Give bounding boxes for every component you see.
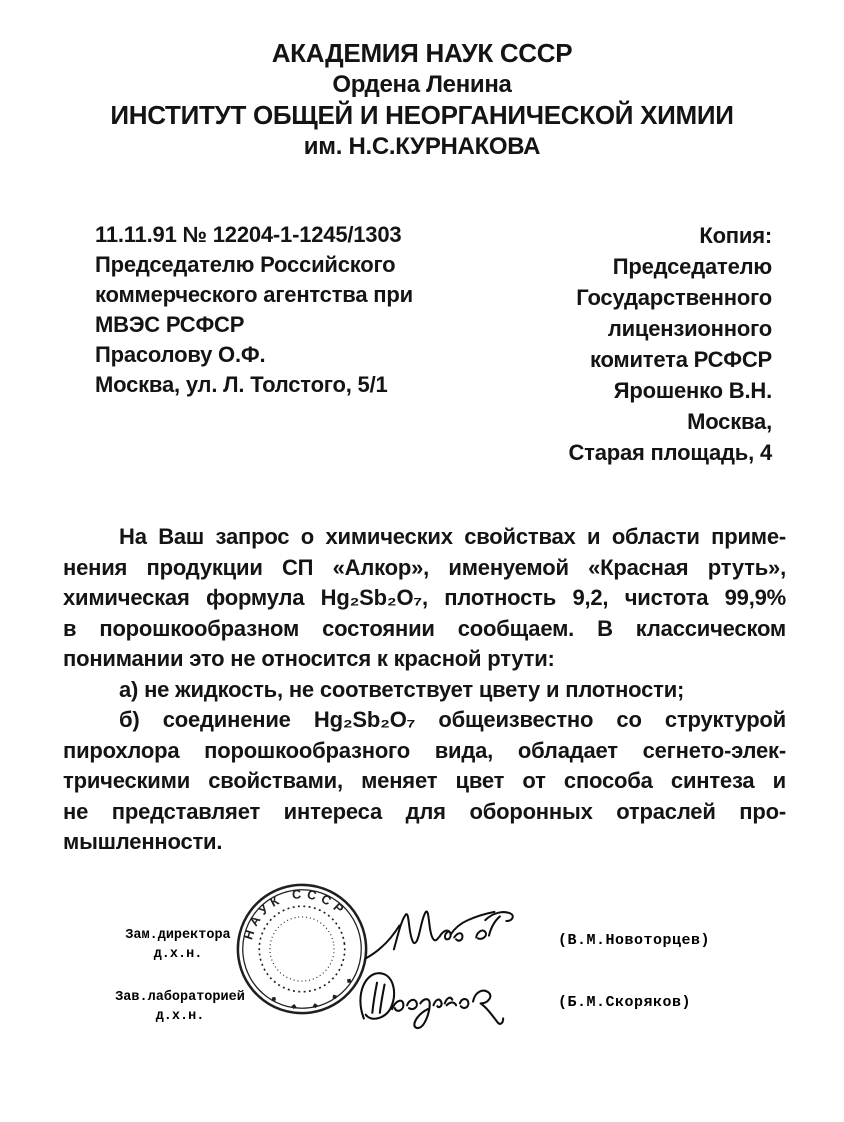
body-line: пирохлора порошкообразного вида, обладает сегнето-элек- [63,737,786,763]
copy-line: Председателю [612,254,772,279]
recipient-line: коммерческого агентства при [95,282,413,307]
seal-bottom-marks: ◆ ◆ ◆ ◆ ◆ [264,976,354,1011]
copy-address [568,220,772,468]
body-line: трическими свойствами, меняет цвет от способа синтеза и [63,768,786,793]
signer-title-deputy-director [122,926,234,964]
copy-line: Москва, [687,409,772,434]
recipient-line: Председателю Российского [95,252,396,277]
letterhead-line-named: им. Н.С.КУРНАКОВА [303,133,541,160]
address-block [95,220,772,468]
recipient-line: Прасолову О.Ф. [95,342,266,367]
signer-title-line: Зам.директора [125,928,231,943]
letter-body [63,522,786,858]
copy-line: лицензионного [607,316,772,341]
signer-title-line: Зав.лабораторией [115,990,245,1005]
signer-title-lab-head [112,988,248,1026]
body-line-item-b: б) соединение Hg₂Sb₂O₇ общеизвестно со структурой [119,707,786,732]
body-line: мышленности. [63,829,223,854]
seal-arc-text: НАУК СССР [241,887,350,942]
novotortsev-signature [358,900,523,964]
skoryakov-signature [346,962,521,1042]
svg-text:НАУК СССР [235,880,352,943]
body-line: понимании это не относится к красной ртути: [63,646,555,671]
copy-line: Государственного [576,285,772,310]
signer-name-skoryakov: (Б.М.Скоряков) [558,994,692,1011]
recipient-line: Москва, ул. Л. Толстого, 5/1 [95,372,388,397]
signature-block [0,876,844,1061]
recipient-address [95,220,413,468]
reference-number-line: 11.11.91 № 12204-1-1245/1303 [95,222,402,247]
letterhead-line-order: Ордена Ленина [332,71,512,98]
letterhead [0,0,844,162]
signer-degree-line: д.х.н. [153,947,203,962]
body-line-item-a: а) не жидкость, не соответствует цвету и плотности; [119,676,685,702]
body-line: На Ваш запрос о химических свойствах и области приме- [119,524,786,549]
copy-line: комитета РСФСР [589,347,772,372]
letterhead-line-institute: ИНСТИТУТ ОБЩЕЙ И НЕОРГАНИЧЕСКОЙ ХИМИИ [110,100,734,130]
recipient-line: МВЭС РСФСР [95,312,245,337]
copy-line: Старая площадь, 4 [568,440,772,465]
letterhead-line-academy: АКАДЕМИЯ НАУК СССР [271,38,573,68]
body-line: нения продукции СП «Алкор», именуемой «Красная ртуть», [63,554,786,580]
body-line: в порошкообразном состоянии сообщаем. В классическом [63,615,786,641]
svg-text:◆ ◆ ◆ ◆ ◆ [263,976,356,1016]
signer-degree-line: д.х.н. [155,1009,205,1024]
signer-name-novotortsev: (В.М.Новоторцев) [558,932,711,949]
body-line: химическая формула Hg₂Sb₂O₇, плотность 9,2, чистота 99,9% [63,585,786,610]
copy-label: Копия: [699,223,772,248]
copy-line: Ярошенко В.Н. [613,378,772,403]
body-line: не представляет интереса для оборонных отраслей про- [63,798,786,824]
